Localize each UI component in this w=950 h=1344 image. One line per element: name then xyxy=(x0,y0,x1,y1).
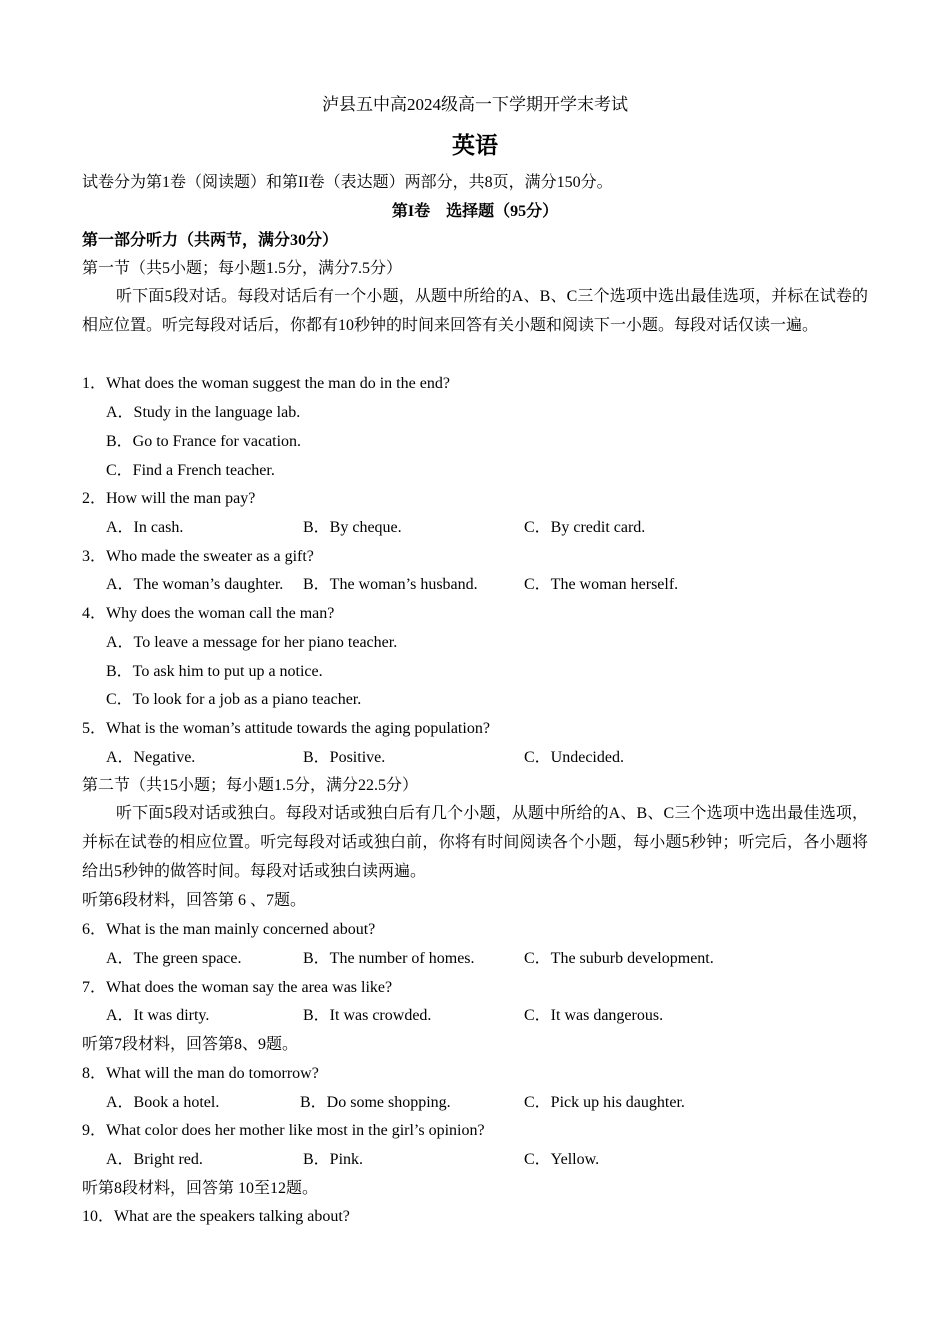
material-note-8: 听第8段材料，回答第 10至12题。 xyxy=(82,1180,319,1197)
question-1: 1．What does the woman suggest the man do in the end? xyxy=(82,375,450,392)
q2-option-a: A．In cash. xyxy=(106,519,184,536)
q3-option-a: A．The woman’s daughter. xyxy=(106,576,284,593)
q5-option-a: A．Negative. xyxy=(106,749,196,766)
q2-option-c: C．By credit card. xyxy=(524,519,646,536)
q7-option-b: B．It was crowded. xyxy=(303,1007,432,1024)
q1-option-b: B．Go to France for vacation. xyxy=(106,433,302,450)
q4-option-c: C．To look for a job as a piano teacher. xyxy=(106,691,362,708)
q6-option-a: A．The green space. xyxy=(106,950,242,967)
q4-option-b: B．To ask him to put up a notice. xyxy=(106,663,323,680)
question-10: 10．What are the speakers talking about? xyxy=(82,1208,350,1225)
question-7: 7．What does the woman say the area was like? xyxy=(82,979,393,996)
school-title: 泸县五中高2024级高一下学期开学末考试 xyxy=(322,95,628,114)
q9-option-c: C．Yellow. xyxy=(524,1151,600,1168)
q2-option-b: B．By cheque. xyxy=(303,519,402,536)
q3-option-b: B．The woman’s husband. xyxy=(303,576,478,593)
q4-option-a: A．To leave a message for her piano teacher. xyxy=(106,634,398,651)
q5-option-b: B．Positive. xyxy=(303,749,386,766)
question-8: 8．What will the man do tomorrow? xyxy=(82,1065,319,1082)
q6-option-b: B．The number of homes. xyxy=(303,950,475,967)
section1-title: 第一节（共5小题；每小题1.5分，满分7.5分） xyxy=(82,260,403,277)
part1-title: 第一部分听力（共两节，满分30分） xyxy=(82,232,339,249)
material-note-7: 听第7段材料，回答第8、9题。 xyxy=(82,1036,299,1053)
q7-option-c: C．It was dangerous. xyxy=(524,1007,664,1024)
q8-option-a: A．Book a hotel. xyxy=(106,1094,220,1111)
q9-option-b: B．Pink. xyxy=(303,1151,364,1168)
q3-option-c: C．The woman herself. xyxy=(524,576,679,593)
q5-option-c: C．Undecided. xyxy=(524,749,624,766)
question-3: 3．Who made the sweater as a gift? xyxy=(82,548,314,565)
q8-option-b: B．Do some shopping. xyxy=(300,1094,451,1111)
question-5: 5．What is the woman’s attitude towards the aging population? xyxy=(82,720,490,737)
q6-option-c: C．The suburb development. xyxy=(524,950,714,967)
section2-title: 第二节（共15小题；每小题1.5分，满分22.5分） xyxy=(82,777,419,794)
q9-option-a: A．Bright red. xyxy=(106,1151,203,1168)
section1-instructions: 听下面5段对话。每段对话后有一个小题，从题中所给的A、B、C三个选项中选出最佳选项，并标在试卷的相应位置。听完每段对话后，你都有10秒钟的时间来回答有关小题和阅读下一小题。每段对话仅读一遍。 xyxy=(82,288,868,334)
q8-option-c: C．Pick up his daughter. xyxy=(524,1094,685,1111)
question-4: 4．Why does the woman call the man? xyxy=(82,605,335,622)
question-6: 6．What is the man mainly concerned about? xyxy=(82,921,376,938)
q1-option-c: C．Find a French teacher. xyxy=(106,462,275,479)
q1-option-a: A．Study in the language lab. xyxy=(106,404,301,421)
exam-intro: 试卷分为第1卷（阅读题）和第II卷（表达题）两部分，共8页，满分150分。 xyxy=(82,174,613,191)
volume-title: 第I卷 选择题（95分） xyxy=(391,203,559,220)
material-note-6: 听第6段材料，回答第 6 、7题。 xyxy=(82,892,307,909)
subject-title: 英语 xyxy=(452,133,498,159)
section2-instructions: 听下面5段对话或独白。每段对话或独白后有几个小题，从题中所给的A、B、C三个选项中选出最佳选项，并标在试卷的相应位置。听完每段对话或独白前，你将有时间阅读各个小题，每小题5秒钟；听完后，各小题将给出5秒钟的做答时间。每段对话或独白读两遍。 xyxy=(82,805,868,880)
q7-option-a: A．It was dirty. xyxy=(106,1007,210,1024)
question-9: 9．What color does her mother like most in the girl’s opinion? xyxy=(82,1122,485,1139)
question-2: 2．How will the man pay? xyxy=(82,490,256,507)
